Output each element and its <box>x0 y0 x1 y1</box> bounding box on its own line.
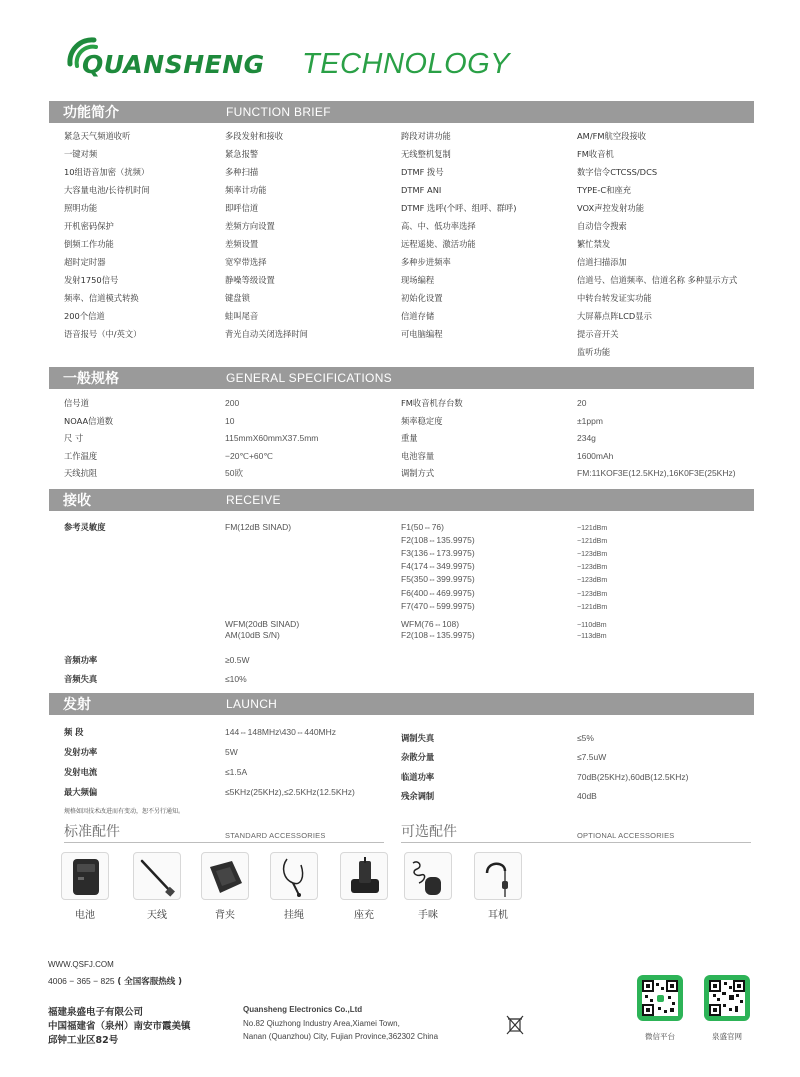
audio-distortion-value: ≤10% <box>225 674 247 684</box>
function-item: 初始化设置 <box>401 293 443 303</box>
wfm-sinad-label: WFM(20dB SINAD) <box>225 619 300 629</box>
section-title-en: RECEIVE <box>226 493 281 507</box>
spec-value: 200 <box>225 398 240 408</box>
address-zh-line2: 邱钟工业区82号 <box>48 1035 119 1046</box>
launch-value: ≤7.5uW <box>577 752 607 762</box>
launch-label: 残余调制 <box>401 791 435 801</box>
launch-value: ≤5% <box>577 733 594 743</box>
function-item: 信道号、信道频率、信道名称 多种显示方式 <box>577 275 738 285</box>
accessory-label-antenna: 天线 <box>147 910 167 921</box>
function-item: 数字信令CTCSS/DCS <box>577 167 658 177</box>
accessory-label-battery: 电池 <box>75 910 95 921</box>
function-item: 提示音开关 <box>577 329 619 339</box>
spec-label: 信号道 <box>64 398 89 408</box>
launch-label: 杂散分量 <box>401 752 435 762</box>
function-item: 大屏幕点阵LCD显示 <box>577 311 652 321</box>
function-item: 跨段对讲功能 <box>401 131 451 141</box>
function-item: VOX声控发射功能 <box>577 203 644 213</box>
launch-value: 70dB(25KHz),60dB(12.5KHz) <box>577 772 689 782</box>
function-item: 语音报号（中/英文） <box>64 329 142 339</box>
function-item: 照明功能 <box>64 203 98 213</box>
section-title-en: GENERAL SPECIFICATIONS <box>226 371 392 385</box>
function-item: 多种步进频率 <box>401 257 451 267</box>
wfm-band: F2(108⇔135.9975) <box>401 630 475 640</box>
website-qr-code[interactable] <box>704 975 750 1021</box>
divider <box>401 842 751 843</box>
accessory-label-belt-clip: 背夹 <box>215 910 235 921</box>
function-item: 紧急报警 <box>225 149 259 159</box>
spec-value: −20℃+60℃ <box>225 450 273 461</box>
spec-value: 10 <box>225 415 235 426</box>
spec-label: 工作温度 <box>64 450 98 461</box>
function-item: 静噪等级设置 <box>225 275 275 285</box>
function-item: 超时定时器 <box>64 257 106 267</box>
function-item: 10组语音加密（扰频） <box>64 167 150 177</box>
hotline-number: 4006 − 365 − 825 <box>48 976 115 986</box>
qr-code-icon <box>642 980 678 1016</box>
spec-label: 尺 寸 <box>64 433 84 444</box>
function-item: 现场编程 <box>401 275 435 285</box>
function-item: 繁忙禁发 <box>577 239 611 249</box>
lanyard-icon <box>271 853 319 901</box>
function-item: 200个信道 <box>64 311 105 321</box>
spec-label: FM收音机存台数 <box>401 398 463 408</box>
antenna-tile <box>133 852 181 900</box>
launch-value: ≤5KHz(25KHz),≤2.5KHz(12.5KHz) <box>225 787 355 797</box>
function-item: 信道存储 <box>401 311 435 321</box>
launch-value: 144⇔148MHz\430⇔440MHz <box>225 727 337 737</box>
launch-value: ≤1.5A <box>225 767 248 777</box>
launch-label: 调制失真 <box>401 733 435 743</box>
accessory-label-charger: 座充 <box>354 910 374 921</box>
desktop-charger-tile <box>340 852 388 900</box>
wechat-qr-label: 微信平台 <box>645 1032 675 1041</box>
am-sn-label: AM(10dB S/N) <box>225 630 280 640</box>
audio-power-value: ≥0.5W <box>225 655 250 665</box>
function-item: 中转台转发证实功能 <box>577 293 652 303</box>
website-qr-label: 泉盛官网 <box>712 1032 742 1041</box>
hotline <box>48 975 182 987</box>
wechat-qr-code[interactable] <box>637 975 683 1021</box>
battery-tile <box>61 852 109 900</box>
launch-label: 发射功率 <box>64 747 98 757</box>
launch-label: 最大频偏 <box>64 787 98 797</box>
address-zh-line1: 中国福建省（泉州）南安市霞美镇 <box>48 1021 191 1032</box>
earpiece-icon <box>475 853 523 901</box>
logo-technology: TECHNOLOGY <box>302 48 511 80</box>
function-item: 一键对频 <box>64 149 98 159</box>
speaker-mic-icon <box>405 853 453 901</box>
function-item: 背光自动关闭选择时间 <box>225 329 308 339</box>
spec-value: 50欧 <box>225 468 243 479</box>
belt-clip-icon <box>202 853 250 901</box>
function-item: TYPE-C和座充 <box>577 185 632 195</box>
hotline-label: ( 全国客服热线 ) <box>117 977 183 987</box>
function-item: 信道扫描添加 <box>577 257 627 267</box>
section-title-zh: 一般规格 <box>63 371 119 387</box>
function-item: 宽窄带选择 <box>225 257 267 267</box>
spec-change-note: 规格如因技术改进而有变动，恕不另行通知。 <box>64 808 185 815</box>
function-item: 键盘锁 <box>225 293 250 303</box>
address-en-line2: Nanan (Quanzhou) City, Fujian Province,362302 China <box>243 1032 439 1041</box>
sensitivity-value: −110dBm <box>577 622 607 629</box>
function-item: 开机密码保护 <box>64 221 114 231</box>
function-item: 蛙叫尾音 <box>225 311 259 321</box>
fm-sinad-label: FM(12dB SINAD) <box>225 522 292 532</box>
function-item: DTMF 拨号 <box>401 167 444 177</box>
company-name-zh: 福建泉盛电子有限公司 <box>48 1007 144 1018</box>
optional-accessories-subtitle: OPTIONAL ACCESSORIES <box>577 831 675 840</box>
antenna-icon <box>134 853 182 901</box>
launch-label: 频 段 <box>64 727 84 737</box>
function-item: DTMF 选呼(个呼、组呼、群呼) <box>401 203 517 213</box>
spec-label: 电池容量 <box>401 450 435 461</box>
sensitivity-value: −123dBm <box>577 577 608 585</box>
battery-icon <box>62 853 110 901</box>
spec-label: NOAA信道数 <box>64 415 114 426</box>
spec-label: 频率稳定度 <box>401 415 443 426</box>
website-url[interactable]: WWW.QSFJ.COM <box>48 960 114 969</box>
standard-accessories-title: 标准配件 <box>64 824 120 840</box>
fm-band: F3(136⇔173.9975) <box>401 548 475 559</box>
function-item: 差频设置 <box>225 239 259 249</box>
sensitivity-label: 参考灵敏度 <box>64 522 106 532</box>
function-item: 监听功能 <box>577 347 611 357</box>
sensitivity-value: −123dBm <box>577 551 608 559</box>
company-logo <box>64 30 511 90</box>
sensitivity-value: −113dBm <box>577 633 607 640</box>
spec-value: 115mmX60mmX37.5mm <box>225 433 319 444</box>
general-specs-header <box>49 367 754 389</box>
company-name-en: Quansheng Electronics Co.,Ltd <box>243 1005 363 1014</box>
belt-clip-tile <box>201 852 249 900</box>
function-item: 紧急天气频道收听 <box>64 131 131 141</box>
function-item: 可电脑编程 <box>401 329 443 339</box>
function-item: 频率计功能 <box>225 185 267 195</box>
audio-distortion-label: 音频失真 <box>64 674 98 684</box>
launch-value: 5W <box>225 747 238 757</box>
accessory-label-earpiece: 耳机 <box>488 910 508 921</box>
spec-value: ±1ppm <box>577 415 603 426</box>
standard-accessories-subtitle: STANDARD ACCESSORIES <box>225 831 326 840</box>
accessory-label-speaker-mic: 手咪 <box>418 910 438 921</box>
lanyard-tile <box>270 852 318 900</box>
spec-value: 20 <box>577 398 587 408</box>
spec-label: 调制方式 <box>401 468 435 479</box>
sensitivity-value: −123dBm <box>577 564 608 572</box>
spec-value: FM:11KOF3E(12.5KHz),16K0F3E(25KHz) <box>577 468 736 479</box>
fm-band: F7(470⇔599.9975) <box>401 600 475 611</box>
sensitivity-value: −123dBm <box>577 590 608 598</box>
launch-label: 临道功率 <box>401 772 435 782</box>
launch-label: 发射电流 <box>64 767 98 777</box>
section-title-zh: 接收 <box>63 493 91 509</box>
audio-power-label: 音频功率 <box>64 655 98 665</box>
function-item: 差频方向设置 <box>225 221 275 231</box>
function-item: 自动信令搜索 <box>577 221 627 231</box>
accessory-label-lanyard: 挂绳 <box>284 910 304 921</box>
function-item: 频率、信道模式转换 <box>64 293 139 303</box>
function-item: 倒频工作功能 <box>64 239 114 249</box>
function-item: 发射1750信号 <box>64 275 119 285</box>
section-title-zh: 功能简介 <box>63 105 119 121</box>
charger-icon <box>341 853 389 901</box>
sensitivity-value: −121dBm <box>577 538 608 546</box>
launch-header <box>49 693 754 715</box>
function-item: FM收音机 <box>577 149 614 159</box>
earpiece-tile <box>474 852 522 900</box>
weee-bin-icon <box>505 1014 525 1036</box>
section-title-en: FUNCTION BRIEF <box>226 105 331 119</box>
function-item: 远程遥毙、激活功能 <box>401 239 476 249</box>
function-item: 无线整机复制 <box>401 149 451 159</box>
speaker-mic-tile <box>404 852 452 900</box>
qr-code-icon <box>709 980 745 1016</box>
qr-pattern <box>709 980 745 1016</box>
address-en-line1: No.82 Qiuzhong Industry Area,Xiamei Town, <box>243 1019 400 1028</box>
function-item: 即呼信道 <box>225 203 259 213</box>
logo-brand: QUANSHENG <box>82 50 265 79</box>
launch-value: 40dB <box>577 791 597 801</box>
fm-band: F1(50⇔76) <box>401 522 444 532</box>
spec-value: 1600mAh <box>577 450 614 461</box>
receive-header <box>49 489 754 511</box>
function-item: 大容量电池/长待机时间 <box>64 185 150 195</box>
function-item: 多种扫描 <box>225 167 259 177</box>
function-item: 高、中、低功率选择 <box>401 221 476 231</box>
fm-band: F6(400⇔469.9975) <box>401 587 475 598</box>
spec-label: 重量 <box>401 433 418 444</box>
fm-band: F2(108⇔135.9975) <box>401 535 475 546</box>
wfm-band: WFM(76⇔108) <box>401 619 460 629</box>
function-item: DTMF ANI <box>401 185 442 195</box>
fm-band: F4(174⇔349.9975) <box>401 561 475 572</box>
optional-accessories-title: 可选配件 <box>401 824 457 840</box>
divider <box>64 842 384 843</box>
section-title-zh: 发射 <box>63 697 91 713</box>
spec-label: 天线抗阻 <box>64 468 98 479</box>
sensitivity-value: −121dBm <box>577 525 608 532</box>
function-item: 多段发射和接收 <box>225 131 284 141</box>
section-title-en: LAUNCH <box>226 697 278 711</box>
function-item: AM/FM航空段接收 <box>577 131 647 141</box>
function-brief-header <box>49 101 754 123</box>
qr-pattern <box>642 980 678 1016</box>
sensitivity-value: −121dBm <box>577 603 608 611</box>
spec-value: 234g <box>577 433 596 444</box>
fm-band: F5(350⇔399.9975) <box>401 574 475 585</box>
